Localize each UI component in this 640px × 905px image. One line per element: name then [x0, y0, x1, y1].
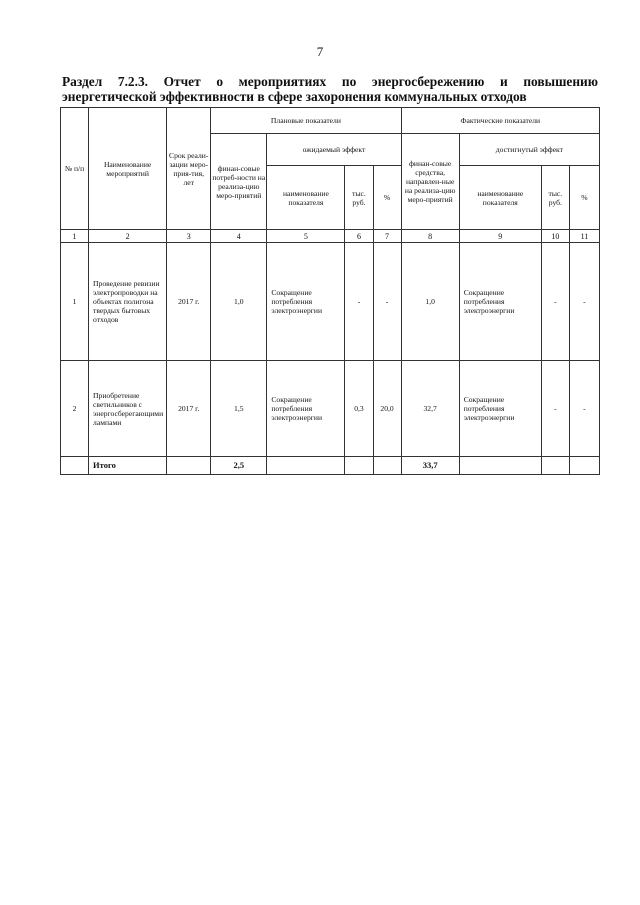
- row-planned-indicator: Сокращение потребления электроэнергии: [267, 361, 345, 457]
- total-empty-cell: [167, 457, 211, 475]
- row-num: 2: [61, 361, 89, 457]
- total-empty-cell: [267, 457, 345, 475]
- column-numbers-row: [61, 230, 600, 243]
- row-planned-pct: -: [373, 243, 401, 361]
- table-row: [61, 361, 600, 457]
- header-name: Наименование мероприятий: [89, 108, 167, 230]
- row-planned-indicator: Сокращение потребления электроэнергии: [267, 243, 345, 361]
- header-actual: Фактические показатели: [401, 108, 599, 134]
- row-planned-pct: 20,0: [373, 361, 401, 457]
- total-empty-cell: [541, 457, 569, 475]
- section-title: [62, 74, 598, 104]
- row-actual-fin: 1,0: [401, 243, 459, 361]
- row-actual-rub: -: [541, 243, 569, 361]
- header-term: Срок реали-зации меро-прия-тия, лет: [167, 108, 211, 230]
- row-term: 2017 г.: [167, 361, 211, 457]
- header-expected-effect: ожидаемый эффект: [267, 134, 401, 166]
- total-empty-cell: [345, 457, 373, 475]
- total-label: Итого: [89, 457, 167, 475]
- header-indicator-name-2: наименование показателя: [459, 166, 541, 230]
- title-line-1: Раздел 7.2.3. Отчет о мероприятиях по энергосбережению и повышению: [62, 74, 598, 89]
- column-number: 1: [61, 230, 89, 243]
- total-row: [61, 457, 600, 475]
- column-number: 11: [569, 230, 599, 243]
- total-planned-fin: 2,5: [211, 457, 267, 475]
- row-actual-fin: 32,7: [401, 361, 459, 457]
- column-number: 10: [541, 230, 569, 243]
- header-planned-fin: финан-совые потреб-ности на реализа-цию меро-приятий: [211, 134, 267, 230]
- report-table: [60, 107, 600, 475]
- header-thousand-rub-2: тыс. руб.: [541, 166, 569, 230]
- header-percent: %: [373, 166, 401, 230]
- total-empty-cell: [373, 457, 401, 475]
- row-planned-fin: 1,0: [211, 243, 267, 361]
- total-empty-cell: [459, 457, 541, 475]
- row-actual-rub: -: [541, 361, 569, 457]
- header-achieved-effect: достигнутый эффект: [459, 134, 599, 166]
- row-num: 1: [61, 243, 89, 361]
- column-number: 3: [167, 230, 211, 243]
- row-name: Проведение ревизии электропроводки на объектах полигона твердых бытовых отходов: [89, 243, 167, 361]
- row-actual-pct: -: [569, 243, 599, 361]
- header-indicator-name: наименование показателя: [267, 166, 345, 230]
- column-number: 5: [267, 230, 345, 243]
- header-planned: Плановые показатели: [211, 108, 401, 134]
- total-actual-fin: 33,7: [401, 457, 459, 475]
- title-line-2: энергетической эффективности в сфере захоронения коммунальных отходов: [62, 89, 527, 104]
- column-number: 7: [373, 230, 401, 243]
- row-actual-indicator: Сокращение потребления электроэнергии: [459, 243, 541, 361]
- row-planned-fin: 1,5: [211, 361, 267, 457]
- row-planned-rub: 0,3: [345, 361, 373, 457]
- total-empty-cell: [569, 457, 599, 475]
- column-number: 9: [459, 230, 541, 243]
- row-actual-indicator: Сокращение потребления электроэнергии: [459, 361, 541, 457]
- column-number: 2: [89, 230, 167, 243]
- header-actual-fin: финан-совые средства, направлен-ные на реализа-цию меро-приятий: [401, 134, 459, 230]
- header-thousand-rub: тыс. руб.: [345, 166, 373, 230]
- header-num: № п/п: [61, 108, 89, 230]
- row-planned-rub: -: [345, 243, 373, 361]
- column-number: 4: [211, 230, 267, 243]
- row-term: 2017 г.: [167, 243, 211, 361]
- total-empty-cell: [61, 457, 89, 475]
- column-number: 8: [401, 230, 459, 243]
- header-percent-2: %: [569, 166, 599, 230]
- column-number: 6: [345, 230, 373, 243]
- row-name: Приобретение светильников с энергосберегающими лампами: [89, 361, 167, 457]
- table-row: [61, 243, 600, 361]
- page-number: 7: [316, 44, 324, 59]
- row-actual-pct: -: [569, 361, 599, 457]
